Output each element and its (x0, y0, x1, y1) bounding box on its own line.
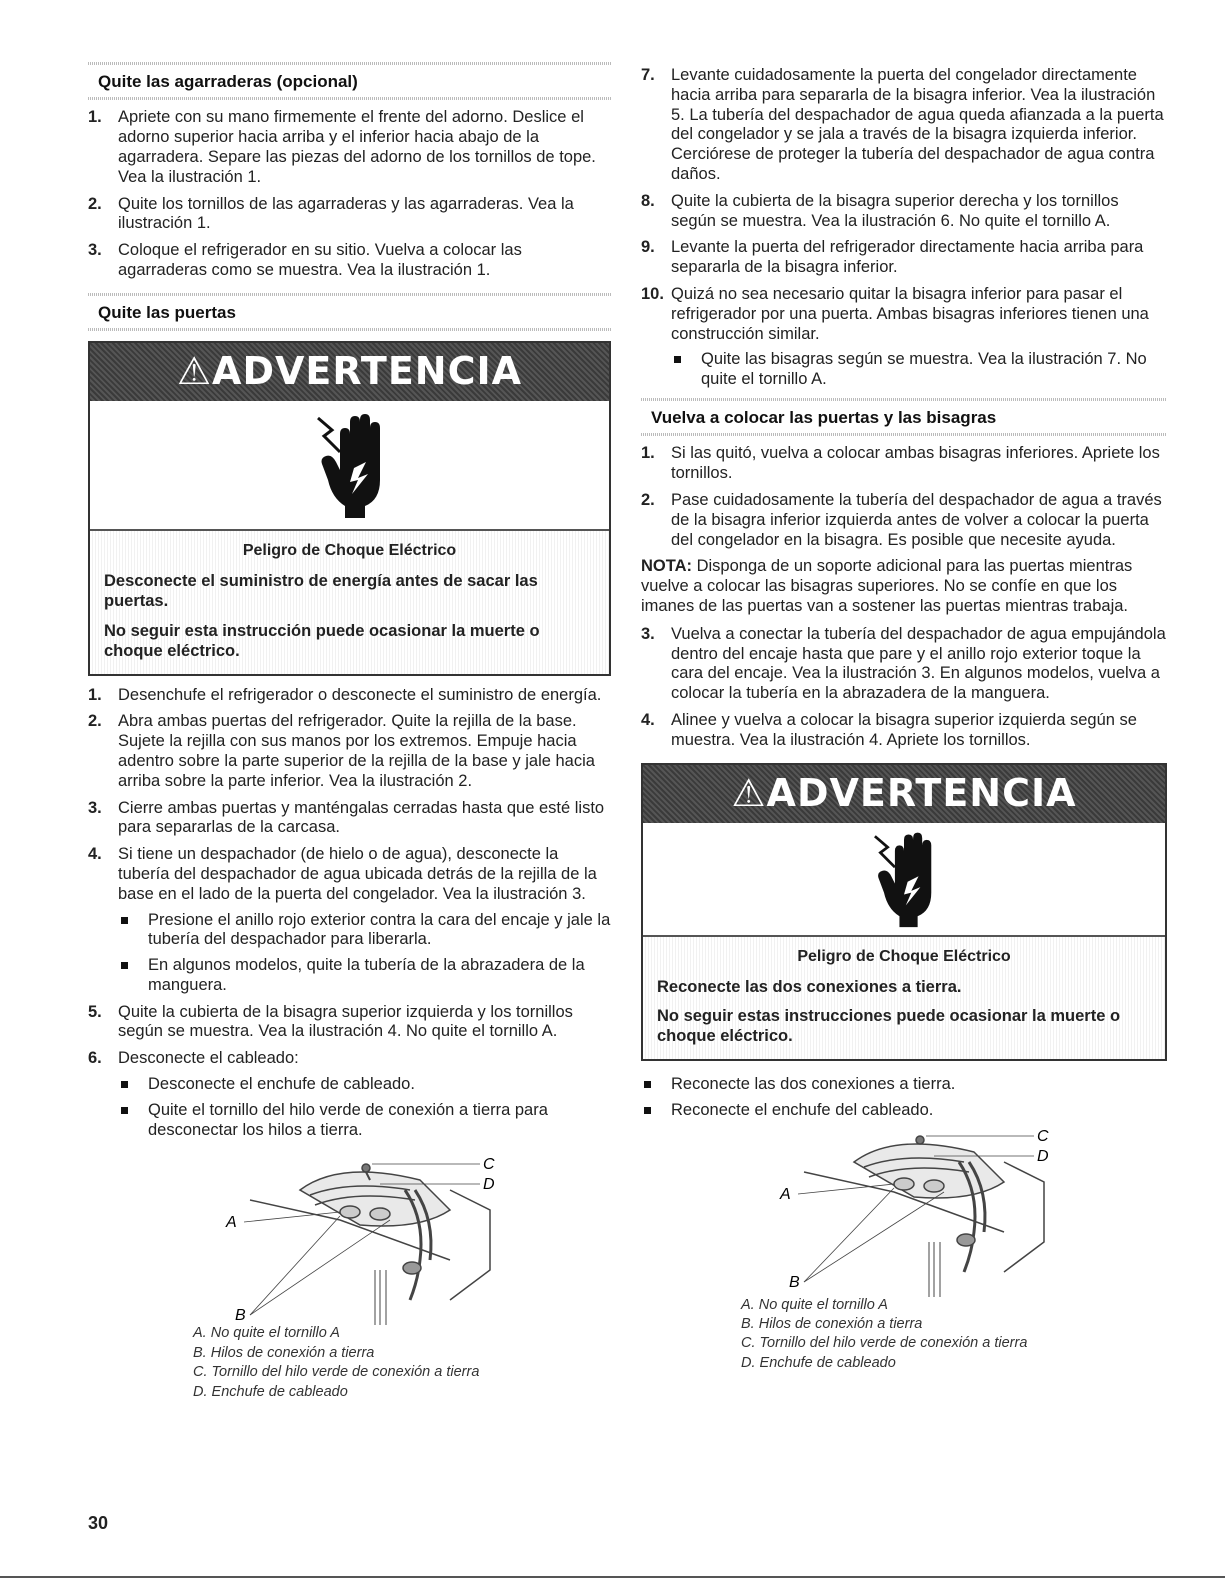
section-header-handles (88, 62, 611, 100)
step-number: 8. (641, 191, 655, 210)
caption: A. No quite el tornillo A (741, 1296, 888, 1313)
step-text: Quizá no sea necesario quitar la bisagra inferior para pasar el refrigerador por una puerta. Ambas bisagras inferiores tienen una construcción similar. (671, 284, 1149, 343)
section-title: Quite las puertas (98, 302, 236, 322)
step-item (88, 686, 611, 706)
step-text: Quite la cubierta de la bisagra superior derecha y los tornillos según se muestra. Vea la ilustración 6. No quite el tornillo A. (671, 191, 1119, 230)
caption: A. No quite el tornillo A (193, 1325, 340, 1342)
step-number: 5. (88, 1002, 102, 1021)
caption: D. Enchufe de cableado (193, 1383, 348, 1400)
step-item (641, 66, 1167, 185)
warning-triangle-icon: ⚠ (176, 349, 213, 394)
step-text: Vuelva a conectar la tubería del despachador de agua empujándola dentro del encaje hasta que pare y el anillo rojo exterior toque la cara del encaje. Vea la ilustración 3. En algunos modelos, vuelva a colocar la tubería en la abrazadera de la manguera. (671, 624, 1166, 703)
doors-steps (88, 686, 611, 1141)
callout-label-a: A (780, 1185, 791, 1203)
warning-box (88, 341, 611, 675)
bullet-item: En algunos modelos, quite la tubería de la abrazadera de la manguera. (118, 956, 611, 996)
caption: B. Hilos de conexión a tierra (193, 1344, 375, 1361)
bullet-list (118, 911, 611, 996)
step-number: 4. (641, 710, 655, 729)
step-number: 10. (641, 284, 664, 303)
figure-captions (193, 1325, 611, 1401)
section-header-doors (88, 293, 611, 331)
warning-line: No seguir estas instrucciones puede ocasionar la muerte o choque eléctrico. (657, 1007, 1121, 1046)
section-title: Quite las agarraderas (opcional) (98, 72, 358, 91)
step-number: 1. (88, 108, 102, 127)
callout-label-d: D (482, 1176, 495, 1194)
note-paragraph (641, 557, 1167, 616)
step-number: 7. (641, 66, 655, 84)
step-item (641, 491, 1167, 550)
caption: C. Tornillo del hilo verde de conexión a tierra (741, 1335, 1028, 1352)
step-item (88, 108, 611, 187)
step-text: Coloque el refrigerador en su sitio. Vuelva a colocar las agarraderas como se muestra. Vea la ilustración 1. (118, 241, 522, 279)
handles-steps (88, 108, 611, 280)
bullet-item: Quite el tornillo del hilo verde de conexión a tierra para desconectar los hilos a tierra. (118, 1101, 611, 1141)
step-number: 6. (88, 1049, 102, 1068)
step-number: 3. (88, 798, 102, 817)
callout-label-b: B (234, 1307, 246, 1325)
warning-line: Desconecte el suministro de energía antes de sacar las puertas. (104, 572, 538, 611)
step-text: Alinee y vuelva a colocar la bisagra superior izquierda según se muestra. Vea la ilustración 4. Apriete los tornillos. (671, 710, 1137, 749)
step-text: Si tiene un despachador (de hielo o de agua), desconecte la tubería del despachador de agua ubicada detrás de la rejilla de la base en el lado de la puerta del congelador. Vea la ilustración 3. (118, 845, 597, 903)
warning-title: ⚠ADVERTENCIA (731, 770, 1077, 815)
callout-label-c: C (1037, 1127, 1049, 1145)
step-item (641, 192, 1167, 232)
step-item (641, 625, 1167, 704)
step-number: 3. (641, 624, 655, 643)
step-text: Levante la puerta del refrigerador directamente hacia arriba para separarla de la bisagra inferior. (671, 238, 1144, 277)
replace-steps-continued (641, 625, 1167, 751)
step-item (641, 285, 1167, 390)
note-label: NOTA: (641, 557, 693, 576)
callout-label-d: D (1037, 1147, 1049, 1165)
bullet-item: Presione el anillo rojo exterior contra la cara del encaje y jale la tubería del despachador para liberarla. (118, 911, 611, 951)
step-text: Apriete con su mano firmemente el frente del adorno. Deslice el adorno superior hacia arriba y el inferior hacia abajo de la agarradera. Separe las piezas del adorno de los tornillos de tope. Vea la ilustración 1. (118, 108, 596, 186)
caption: B. Hilos de conexión a tierra (741, 1316, 923, 1333)
step-text: Abra ambas puertas del refrigerador. Quite la rejilla de la base. Sujete la rejilla con sus manos por los extremos. Empuje hacia adentro sobre la parte superior de la rejilla de la base y jale hacia arriba sobre la parte inferior. Vea la ilustración 2. (118, 712, 595, 790)
warning-box (641, 763, 1167, 1062)
bullet-item: Desconecte el enchufe de cableado. (118, 1075, 611, 1095)
callout-label-b: B (789, 1273, 800, 1291)
step-text: Pase cuidadosamente la tubería del despachador de agua a través de la bisagra inferior izquierda antes de volver a colocar la puerta del congelador en la bisagra. Es posible que necesite ayuda. (671, 490, 1162, 549)
caption: C. Tornillo del hilo verde de conexión a tierra (193, 1364, 480, 1381)
step-number: 2. (88, 194, 102, 213)
bullet-list (641, 1075, 1167, 1121)
warning-banner (90, 343, 609, 401)
step-item (641, 238, 1167, 278)
step-text: Quite la cubierta de la bisagra superior izquierda y los tornillos según se muestra. Vea la ilustración 4. No quite el tornillo A. (118, 1002, 573, 1041)
step-item (88, 1003, 611, 1043)
callout-label-a: A (225, 1214, 237, 1232)
step-item (88, 712, 611, 791)
doors-steps-continued (641, 66, 1167, 390)
page-number: 30 (88, 1513, 109, 1533)
bullet-item: Quite las bisagras según se muestra. Vea la ilustración 7. No quite el tornillo A. (671, 350, 1167, 390)
electric-shock-icon (643, 823, 1165, 937)
step-item (88, 195, 611, 235)
electric-shock-icon (90, 401, 609, 531)
step-item (88, 799, 611, 839)
step-text: Si las quitó, vuelva a colocar ambas bisagras inferiores. Apriete los tornillos. (671, 444, 1160, 483)
wiring-illustration (190, 1150, 510, 1325)
step-number: 4. (88, 845, 102, 864)
warning-line: No seguir esta instrucción puede ocasionar la muerte o choque eléctrico. (104, 621, 540, 660)
warning-title: ⚠ADVERTENCIA (176, 349, 523, 394)
step-text: Quite los tornillos de las agarraderas y las agarraderas. Vea la ilustración 1. (118, 194, 574, 233)
warning-text (90, 531, 609, 673)
bullet-item: Reconecte el enchufe del cableado. (641, 1101, 1167, 1121)
bullet-list (118, 1075, 611, 1140)
figure-captions (741, 1297, 1167, 1373)
step-item (88, 845, 611, 996)
callout-label-c: C (482, 1156, 495, 1174)
step-text: Levante cuidadosamente la puerta del congelador directamente hacia arriba para separarla de la bisagra inferior. Vea la ilustración 5. La tubería del despachador de agua queda afianzada a la puerta del congelador y se jala a través de la bisagra izquierda inferior. Cerciórese de proteger la tubería del despachador de agua contra daños. (671, 66, 1164, 183)
section-title: Vuelva a colocar las puertas y las bisagras (651, 407, 997, 427)
step-number: 2. (641, 490, 655, 509)
wiring-illustration (744, 1127, 1064, 1297)
step-item (88, 1049, 611, 1140)
step-item (641, 444, 1167, 484)
section-header-replace (641, 398, 1167, 436)
step-number: 2. (88, 712, 102, 731)
step-text: Desenchufe el refrigerador o desconecte el suministro de energía. (118, 685, 602, 704)
step-text: Desconecte el cableado: (118, 1049, 299, 1068)
step-item (641, 711, 1167, 751)
warning-text (643, 937, 1165, 1060)
hazard-title: Peligro de Choque Eléctrico (242, 542, 457, 560)
note-text: Disponga de un soporte adicional para las puertas mientras vuelve a colocar las bisagras superiores. No se confíe en que los imanes de las puertas van a sostener las puertas mientras trabaja. (641, 557, 1133, 615)
replace-steps (641, 444, 1167, 550)
step-number: 1. (88, 685, 102, 704)
caption: D. Enchufe de cableado (741, 1354, 896, 1371)
warning-line: Reconecte las dos conexiones a tierra. (657, 977, 962, 996)
step-number: 9. (641, 238, 655, 257)
right-column (641, 66, 1167, 1374)
step-number: 3. (88, 241, 102, 260)
step-number: 1. (641, 444, 655, 463)
bullet-list (671, 350, 1167, 390)
step-item (88, 241, 611, 281)
warning-triangle-icon: ⚠ (731, 770, 767, 815)
left-column (88, 62, 611, 1403)
warning-banner (643, 765, 1165, 823)
hazard-title: Peligro de Choque Eléctrico (797, 947, 1011, 965)
step-text: Cierre ambas puertas y manténgalas cerradas hasta que esté listo para separarlas de la carcasa. (118, 798, 605, 837)
bullet-item: Reconecte las dos conexiones a tierra. (641, 1075, 1167, 1095)
bottom-rule (0, 1576, 1225, 1578)
